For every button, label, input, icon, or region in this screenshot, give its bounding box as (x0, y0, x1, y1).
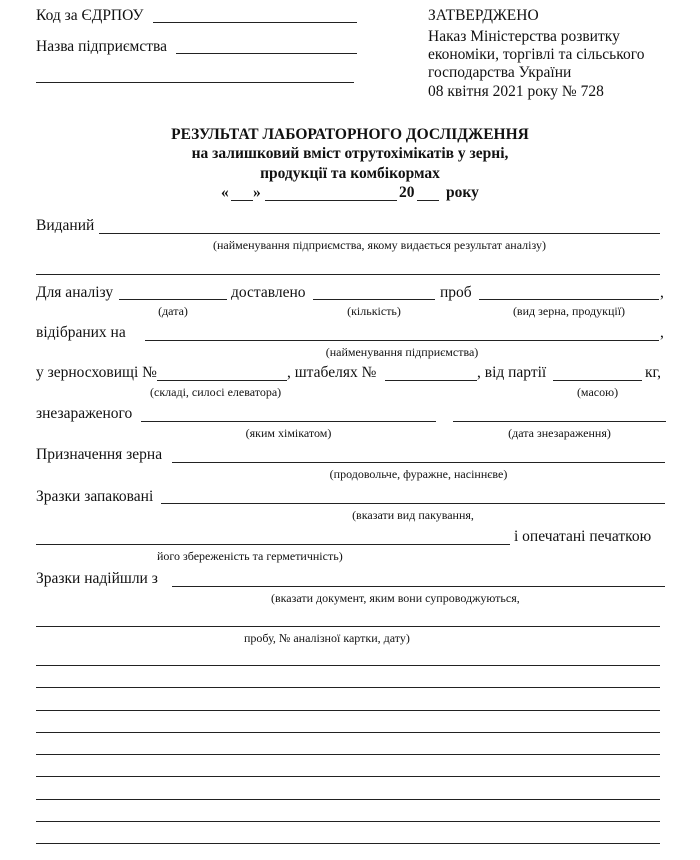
preservation-field[interactable] (36, 544, 510, 545)
blank-line[interactable] (36, 754, 660, 755)
comma: , (660, 284, 664, 301)
date-year-prefix: 20 (399, 184, 415, 201)
kg-label: кг, (645, 364, 662, 381)
purpose-hint: (продовольче, фуражне, насіннєве) (329, 467, 508, 481)
blank-line[interactable] (36, 732, 660, 733)
packing-field[interactable] (161, 503, 665, 504)
date-day-field[interactable] (231, 200, 253, 201)
batch-label: , від партії (477, 364, 547, 381)
date-open-quote: « (221, 184, 229, 201)
document-subtitle-2: продукції та комбікормах (260, 165, 440, 182)
blank-line[interactable] (36, 710, 660, 711)
issued-label: Виданий (36, 217, 95, 234)
purpose-label: Призначення зерна (36, 446, 163, 463)
storage-number-field[interactable] (157, 380, 287, 381)
grain-type-hint: (вид зерна, продукції) (512, 304, 626, 318)
edrpou-field[interactable] (153, 22, 357, 23)
date-year-suffix: року (446, 184, 479, 201)
document-title: РЕЗУЛЬТАТ ЛАБОРАТОРНОГО ДОСЛІДЖЕННЯ (171, 126, 529, 143)
for-analysis-label: Для аналізу (36, 284, 114, 301)
quantity-hint: (кількість) (347, 304, 401, 318)
storage-hint: (складі, силосі елеватора) (150, 385, 282, 399)
delivered-label: доставлено (231, 284, 306, 301)
document-hint: (вказати документ, яким вони супроводжуються, (271, 591, 520, 605)
edrpou-label: Код за ЄДРПОУ (36, 7, 144, 24)
company-name-label: Назва підприємства (36, 38, 168, 55)
issued-to-field[interactable] (99, 233, 660, 234)
arrived-label: Зразки надійшли з (36, 570, 158, 587)
blank-line[interactable] (36, 799, 660, 800)
samples-quantity-field[interactable] (313, 299, 435, 300)
grain-purpose-field[interactable] (172, 462, 665, 463)
blank-line[interactable] (36, 687, 660, 688)
selected-label: відібраних на (36, 324, 126, 341)
arrived-from-field[interactable] (172, 586, 665, 587)
issued-to-field-continuation[interactable] (36, 274, 660, 275)
packing-hint: (вказати вид пакування, (352, 508, 474, 522)
selected-enterprise-field[interactable] (145, 340, 659, 341)
date-close-quote: » (253, 184, 261, 201)
sample-card-hint: пробу, № аналізної картки, дату) (244, 631, 410, 645)
order-line-1: Наказ Міністерства розвитку (428, 28, 620, 45)
samples-label: проб (440, 284, 472, 301)
sealed-label: і опечатані печаткою (514, 528, 652, 545)
packed-label: Зразки запаковані (36, 488, 154, 505)
order-line-4: 08 квітня 2021 року № 728 (428, 83, 604, 100)
order-line-3: господарства України (428, 64, 572, 81)
selected-hint: (найменування підприємства) (325, 345, 479, 359)
order-line-2: економіки, торгівлі та сільського (428, 46, 645, 63)
disinfection-date-field[interactable] (453, 421, 666, 422)
storage-label: у зерносховищі № (36, 364, 157, 381)
analysis-date-field[interactable] (119, 299, 227, 300)
blank-line[interactable] (36, 776, 660, 777)
company-name-field-continuation[interactable] (36, 82, 354, 83)
date-hint: (дата) (158, 304, 188, 318)
disinfected-label: знезараженого (36, 405, 133, 422)
approved-stamp: ЗАТВЕРДЖЕНО (428, 7, 539, 24)
blank-line[interactable] (36, 665, 660, 666)
disinfection-date-hint: (дата знезараження) (508, 426, 611, 440)
blank-line[interactable] (36, 821, 660, 822)
grain-type-field[interactable] (479, 299, 659, 300)
company-name-field[interactable] (176, 53, 357, 54)
chemical-field[interactable] (141, 421, 436, 422)
document-subtitle-1: на залишковий вміст отрутохімікатів у зерні, (191, 145, 509, 162)
date-year-field[interactable] (417, 200, 439, 201)
chemical-hint: (яким хімікатом) (245, 426, 332, 440)
date-month-field[interactable] (265, 200, 397, 201)
preservation-hint: його збереженість та герметичність) (157, 549, 343, 563)
batch-mass-field[interactable] (553, 380, 642, 381)
comma: , (660, 324, 664, 341)
stacks-number-field[interactable] (385, 380, 477, 381)
document-field-continuation[interactable] (36, 626, 660, 627)
mass-hint: (масою) (576, 385, 619, 399)
stacks-label: , штабелях № (287, 364, 377, 381)
issued-hint: (найменування підприємства, якому видається результат аналізу) (213, 238, 546, 252)
blank-line[interactable] (36, 843, 660, 844)
